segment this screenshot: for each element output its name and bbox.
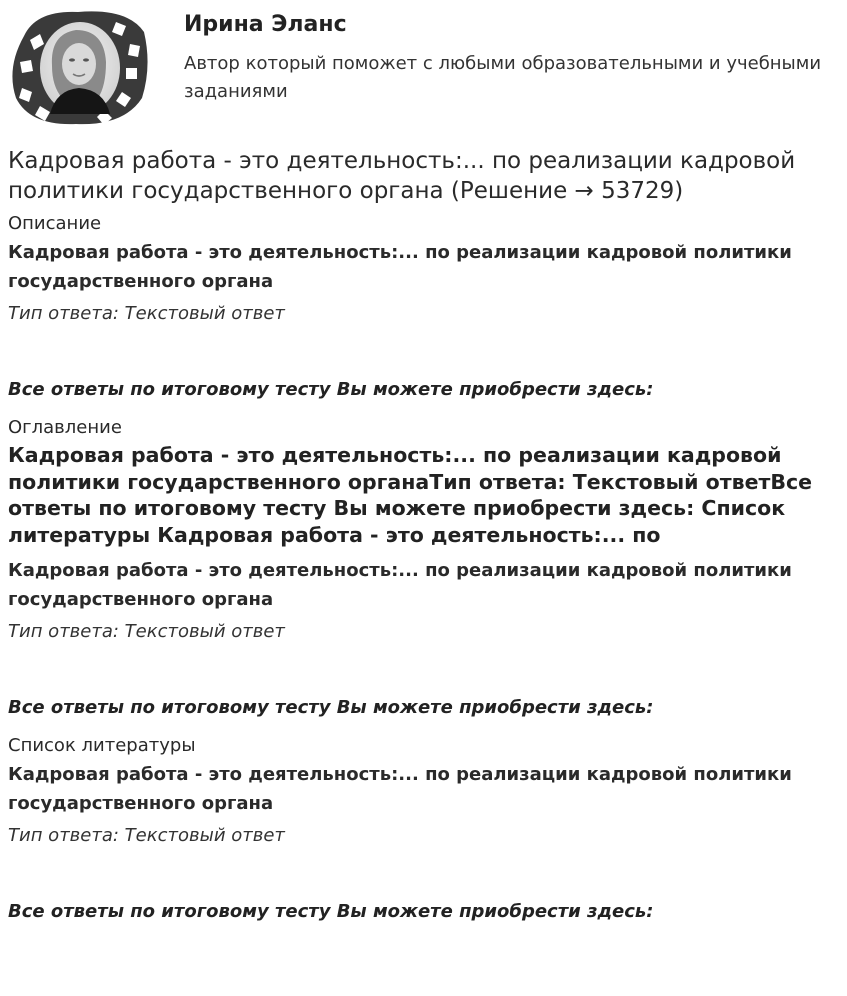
toc-section [8, 416, 843, 720]
question-text: Кадровая работа - это деятельность:... по реализации кадровой политики государственного органа [8, 764, 792, 814]
author-block [0, 0, 847, 130]
buy-note: Все ответы по итоговому тесту Вы можете приобрести здесь: [8, 697, 654, 718]
section-label-description: Описание [8, 213, 102, 234]
question-text: Кадровая работа - это деятельность:... по реализации кадровой политики государственного органа [8, 242, 792, 292]
author-avatar [6, 6, 152, 128]
toc-text: Кадровая работа - это деятельность:... по реализации кадровой политики государственного органаТип ответа: Текстовый ответВсе ответы по итоговому тесту Вы можете приобрести здесь: Список литературы Кадровая работа - это деятельность:... по [8, 443, 813, 547]
question-text: Кадровая работа - это деятельность:... по реализации кадровой политики государственного органа [8, 560, 792, 610]
literature-section [8, 734, 843, 924]
section-label-literature: Список литературы [8, 735, 196, 756]
description-section [8, 212, 843, 402]
author-description: Автор который поможет с любыми образовательными и учебными заданиями [184, 53, 822, 102]
page-title: Кадровая работа - это деятельность:... по реализации кадровой политики государственного органа (Решение → 53729) [8, 148, 796, 204]
author-name: Ирина Эланс [184, 12, 347, 37]
answer-type: Тип ответа: Текстовый ответ [8, 303, 285, 324]
answer-type: Тип ответа: Текстовый ответ [8, 621, 285, 642]
main-content [8, 146, 843, 924]
buy-note: Все ответы по итоговому тесту Вы можете приобрести здесь: [8, 901, 654, 922]
answer-type: Тип ответа: Текстовый ответ [8, 825, 285, 846]
section-label-toc: Оглавление [8, 417, 122, 438]
buy-note: Все ответы по итоговому тесту Вы можете приобрести здесь: [8, 379, 654, 400]
